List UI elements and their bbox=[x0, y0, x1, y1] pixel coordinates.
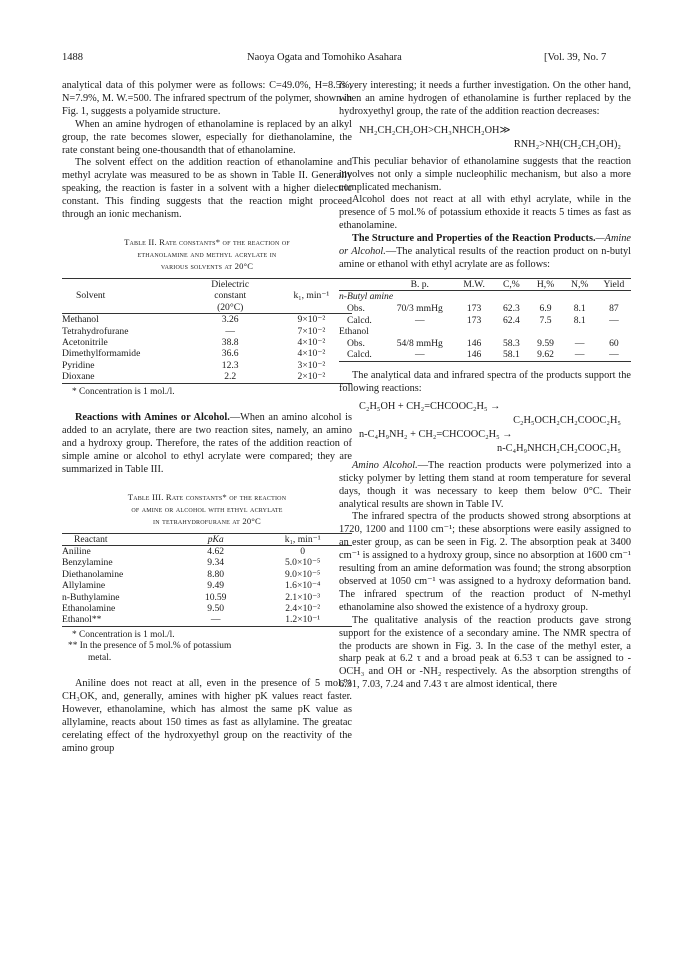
volume-info: [Vol. 39, No. 7 bbox=[544, 52, 607, 63]
paragraph: The solvent effect on the addition reaction of ethanolamine and methyl acrylate was measured to be as shown in Table II. Generally speaking, the reaction is faster in a solvent with a higher dielectric constant. This finding suggests that the reaction might proceed through an ionic mechanism. bbox=[62, 157, 352, 221]
table-row: Aniline 4.62 0 bbox=[62, 545, 306, 557]
table-row: Tetrahydrofurane — 7×10⁻² bbox=[62, 325, 326, 337]
paragraph: Alcohol does not react at all with ethyl acrylate, while in the presence of 5 mol.% of potassium ethoxide it reacts 5 times as fast as ethanolamine. bbox=[339, 194, 631, 232]
paragraph: is very interesting; it needs a further investigation. On the other hand, when an amine hydrogen of ethanolamine is further replaced by the hydroxyethyl group, the rate of the addition reaction decreases: bbox=[339, 80, 631, 117]
table-caption: various solvents at 20°C bbox=[160, 260, 254, 271]
table-2 bbox=[62, 236, 352, 398]
section-heading: Reactions with Amines or Alcohol. bbox=[75, 412, 230, 424]
paragraph: Amino Alcohol.—The reaction products were polymerized into a sticky polymer by letting them stand at room temperature for several days, though it was necessary to keep them below 0°C. Their analytical results are shown in Table IV. bbox=[339, 459, 631, 510]
table-row: Acetonitrile 38.8 4×10⁻² bbox=[62, 337, 326, 348]
paragraph: analytical data of this polymer were as follows: C=49.0%, H=8.5%, N=7.9%, M. W.=500. The infrared spectrum of the polymer, shown in Fig. 1, suggests a polyamide structure. bbox=[62, 80, 352, 117]
page-number: 1488 bbox=[62, 52, 83, 63]
column-header: Reactant bbox=[62, 533, 178, 545]
running-header-authors: Naoya Ogata and Tomohiko Asahara bbox=[247, 52, 402, 63]
left-column bbox=[62, 80, 352, 755]
equation: NH₂CH₂CH₂OH>CH₃NHCH₂OH≫ RNH₂>NH(CH₂CH₂OH)₂ bbox=[359, 124, 621, 150]
table-row: Ethanol** — 1.2×10⁻¹ bbox=[62, 614, 352, 626]
column-header: (20°C) bbox=[190, 302, 271, 314]
table-row: Benzylamine 9.34 5.0×10⁻⁵ bbox=[62, 557, 321, 569]
table-row: n-Buthylamine 10.59 2.1×10⁻³ bbox=[62, 591, 321, 603]
amine-rate-table bbox=[62, 533, 352, 627]
analysis-table: B. p. M.W. C,% H,% N,% Yield n-Butyl amine Obs. 70/3 mmHg 173 62.3 6.9 8.1 87 Calcd. — 173 62.4 7.5 8.1 — Ethanol Obs. 54/8 mmHg 146 58.3 9.59 — 60 Calcd. — 146 58.1 9.62 — — bbox=[339, 278, 631, 362]
table-3 bbox=[62, 491, 352, 664]
table-row: Dioxane 2.2 2×10⁻² bbox=[62, 371, 352, 383]
table-caption: ethanolamine and methyl acrylate in bbox=[137, 248, 277, 259]
table-row: n-Butyl amine bbox=[339, 291, 394, 303]
table-row: Methanol 3.26 9×10⁻² bbox=[62, 314, 326, 326]
table-row: Dimethylformamide 36.6 4×10⁻² bbox=[62, 348, 326, 360]
subsection-heading: —Amine or Alcohol. bbox=[339, 233, 631, 258]
table-row: Obs. 70/3 mmHg 173 62.3 6.9 8.1 87 bbox=[347, 303, 619, 315]
column-header: k₁, min⁻¹ bbox=[253, 533, 352, 545]
table-caption: in tetrahydrofurane at 20°C bbox=[153, 515, 261, 526]
table-row: Ethanolamine 9.50 2.4×10⁻² bbox=[62, 603, 321, 614]
paragraph: The Structure and Properties of the Reaction Products.—Amine or Alcohol.—The analytical results of the reaction product on n-butyl amine or ethanol with ethyl acrylate are as follows: bbox=[339, 233, 631, 270]
equation: C₂H₅OH + CH₂=CHCOOC₂H₅ → C₂H₅OCH₂CH₂COOC₂H₅ n-C₄H₉NH₂ + CH₂=CHCOOC₂H₅ → n-C₄H₉NHCH₂CH₂COOC₂H₅ bbox=[359, 400, 621, 454]
paragraph: When an amine hydrogen of ethanolamine is replaced by an alkyl group, the rate becomes slower, especially for diethanolamine, the rate constant being one-thousandth that of ethanolamine. bbox=[62, 118, 352, 156]
rate-constants-table bbox=[62, 278, 352, 384]
paragraph: Aniline does not react at all, even in the presence of 5 mol.% CH₃OK, and, generally, amines with higher pK values react faster. However, ethanolamine, which has almost the same pK value as allylamine, reacts about 150 times as fast as allylamine. The greatac cerelating effect of the hydroxyethyl group on the reactivity of the amino group bbox=[62, 678, 352, 754]
column-header: Solvent bbox=[76, 290, 106, 302]
table-footnote: * Concentration is 1 mol./l. bbox=[72, 629, 175, 640]
column-header: Dielectric bbox=[190, 278, 271, 290]
right-column bbox=[339, 80, 631, 692]
table-row: Obs. 54/8 mmHg 146 58.3 9.59 — 60 bbox=[347, 337, 619, 349]
column-header: pKa bbox=[178, 533, 253, 545]
table-caption: Table III. Rate constants* of the reaction bbox=[127, 491, 287, 502]
table-row: Pyridine 12.3 3×10⁻² bbox=[62, 359, 326, 371]
table-caption: Table II. Rate constants* of the reaction of bbox=[124, 236, 290, 247]
paragraph: The infrared spectra of the products showed strong absorptions at 1720, 1200 and 1100 cm⁻¹; these absorptions were easily assigned to an ester group, as can be seen in Fig. 2. The absorption peak at 3400 cm⁻¹ is assigned to a hydroxy group, since no absorption at 1600 cm⁻¹ resulting from an amine deformation was found; the strong absorption observed at 1050 cm⁻¹ was assigned to a hydroxy deformation band. The infrared spectrum of the reaction product of N-methyl ethanolamine also showed the existence of a hydroxy group. bbox=[339, 511, 631, 613]
table-caption: of amine or alcohol with ethyl acrylate bbox=[131, 503, 283, 514]
paragraph: The analytical data and infrared spectra of the products support the following reactions: bbox=[339, 370, 631, 394]
table-row: Ethanol bbox=[339, 326, 369, 338]
paragraph: The qualitative analysis of the reaction products gave strong support for the existence of a secondary amine. The NMR spectra of the products are shown in Fig. 3. In the case of the methyl ester, a sharp peak at 6.2 τ and a broad peak at 6.53 τ can be assigned to -OCH₃ and OH or -NH₂ respectively. As the absorption strengths of 6.31, 7.03, 7.24 and 7.43 τ are almost identical, there bbox=[339, 614, 631, 691]
column-header: k₁, min⁻¹ bbox=[293, 290, 330, 302]
table-row: Allylamine 9.49 1.6×10⁻⁴ bbox=[62, 580, 321, 592]
section-heading: The Structure and Properties of the Reaction Products. bbox=[352, 233, 596, 245]
table-footnote: metal. bbox=[88, 652, 112, 663]
column-header: constant bbox=[214, 290, 247, 302]
table-footnote: ** In the presence of 5 mol.% of potassium bbox=[68, 641, 232, 652]
subsection-heading: Amino Alcohol. bbox=[352, 459, 418, 471]
paragraph: This peculiar behavior of ethanolamine suggests that the reaction involves not only a simple nucleophilic mechanism, but also a more complicated mechanism. bbox=[339, 155, 631, 193]
table-row: Calcd. — 146 58.1 9.62 — — bbox=[339, 349, 631, 361]
table-footnote: * Concentration is 1 mol./l. bbox=[72, 386, 175, 397]
table-row: Calcd. — 173 62.4 7.5 8.1 — bbox=[347, 314, 619, 326]
table-row: Diethanolamine 8.80 9.0×10⁻⁵ bbox=[62, 568, 321, 580]
paragraph: Reactions with Amines or Alcohol.—When an amino alcohol is added to an acrylate, there are two reaction sites, namely, an amino and a hydroxy group. Therefore, the rates of the addition reaction of simple amine or alcohol to ethyl acrylate were compared; they are summarized in Table III. bbox=[62, 412, 353, 475]
